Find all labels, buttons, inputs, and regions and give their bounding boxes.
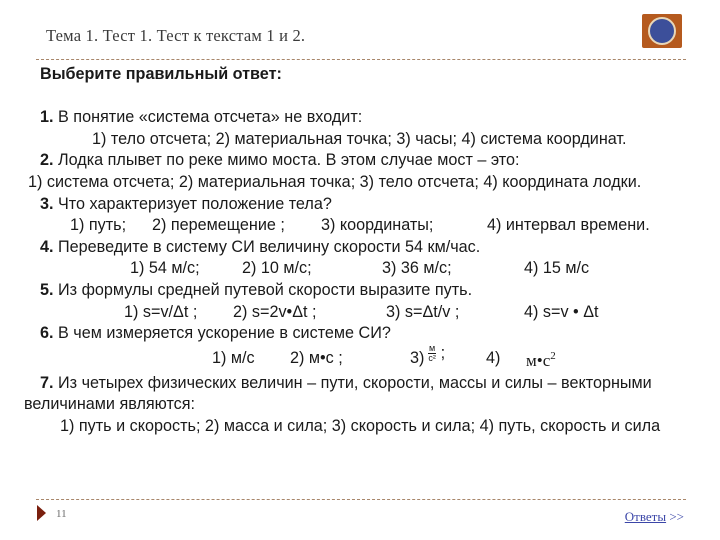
question-7-cont: величинами являются: (24, 395, 196, 414)
question-4: 4. Переведите в систему СИ величину скорости 54 км/час. (40, 237, 481, 256)
question-5: 5. Из формулы средней путевой скорости выразите путь. (40, 280, 473, 299)
answers-link[interactable]: Ответы >> (624, 509, 684, 524)
question-1-options: 1) тело отсчета; 2) материальная точка; 3) часы; 4) система координат. (92, 129, 627, 148)
bottom-divider (36, 499, 686, 500)
instruction: Выберите правильный ответ: (40, 65, 282, 83)
slide-title: Тема 1. Тест 1. Тест к текстам 1 и 2. (46, 26, 306, 45)
question-3: 3. Что характеризует положение тела? (40, 194, 332, 213)
top-divider (36, 59, 686, 60)
question-2: 2. Лодка плывет по реке мимо моста. В этом случае мост – это: (40, 151, 520, 170)
question-1: 1. В понятие «система отсчета» не входит: (40, 108, 363, 127)
page-number: 11 (56, 508, 67, 520)
question-7-options: 1) путь и скорость; 2) масса и сила; 3) скорость и сила; 4) путь, скорость и сила (60, 416, 661, 435)
question-6-options: 1) м/с 2) м•с ; 3) $\frac{м}{\text{с²}}$ ; 4) $м•с^2$ (212, 342, 556, 370)
question-5-options: 1) s=v/Δt ; 2) s=2v•Δt ; 3) s=Δt/v ; 4) s=v • Δt (124, 302, 599, 321)
fraction-m-per-s2: $\frac{м}{\text{с²}}$ ; (428, 342, 446, 363)
question-7: 7. Из четырех физических величин – пути, скорости, массы и силы – векторными (40, 373, 652, 392)
question-3-options: 1) путь; 2) перемещение ; 3) координаты; 4) интервал времени. (70, 216, 650, 235)
slide-marker-icon (37, 505, 46, 521)
question-2-options: 1) система отсчета; 2) материальная точка; 3) тело отсчета; 4) координата лодки. (28, 172, 642, 191)
test-content (24, 64, 694, 438)
question-6: 6. В чем измеряется ускорение в системе СИ? (40, 324, 391, 343)
question-4-options: 1) 54 м/с; 2) 10 м/с; 3) 36 м/с; 4) 15 м/с (130, 259, 590, 278)
logo-icon (642, 14, 682, 48)
